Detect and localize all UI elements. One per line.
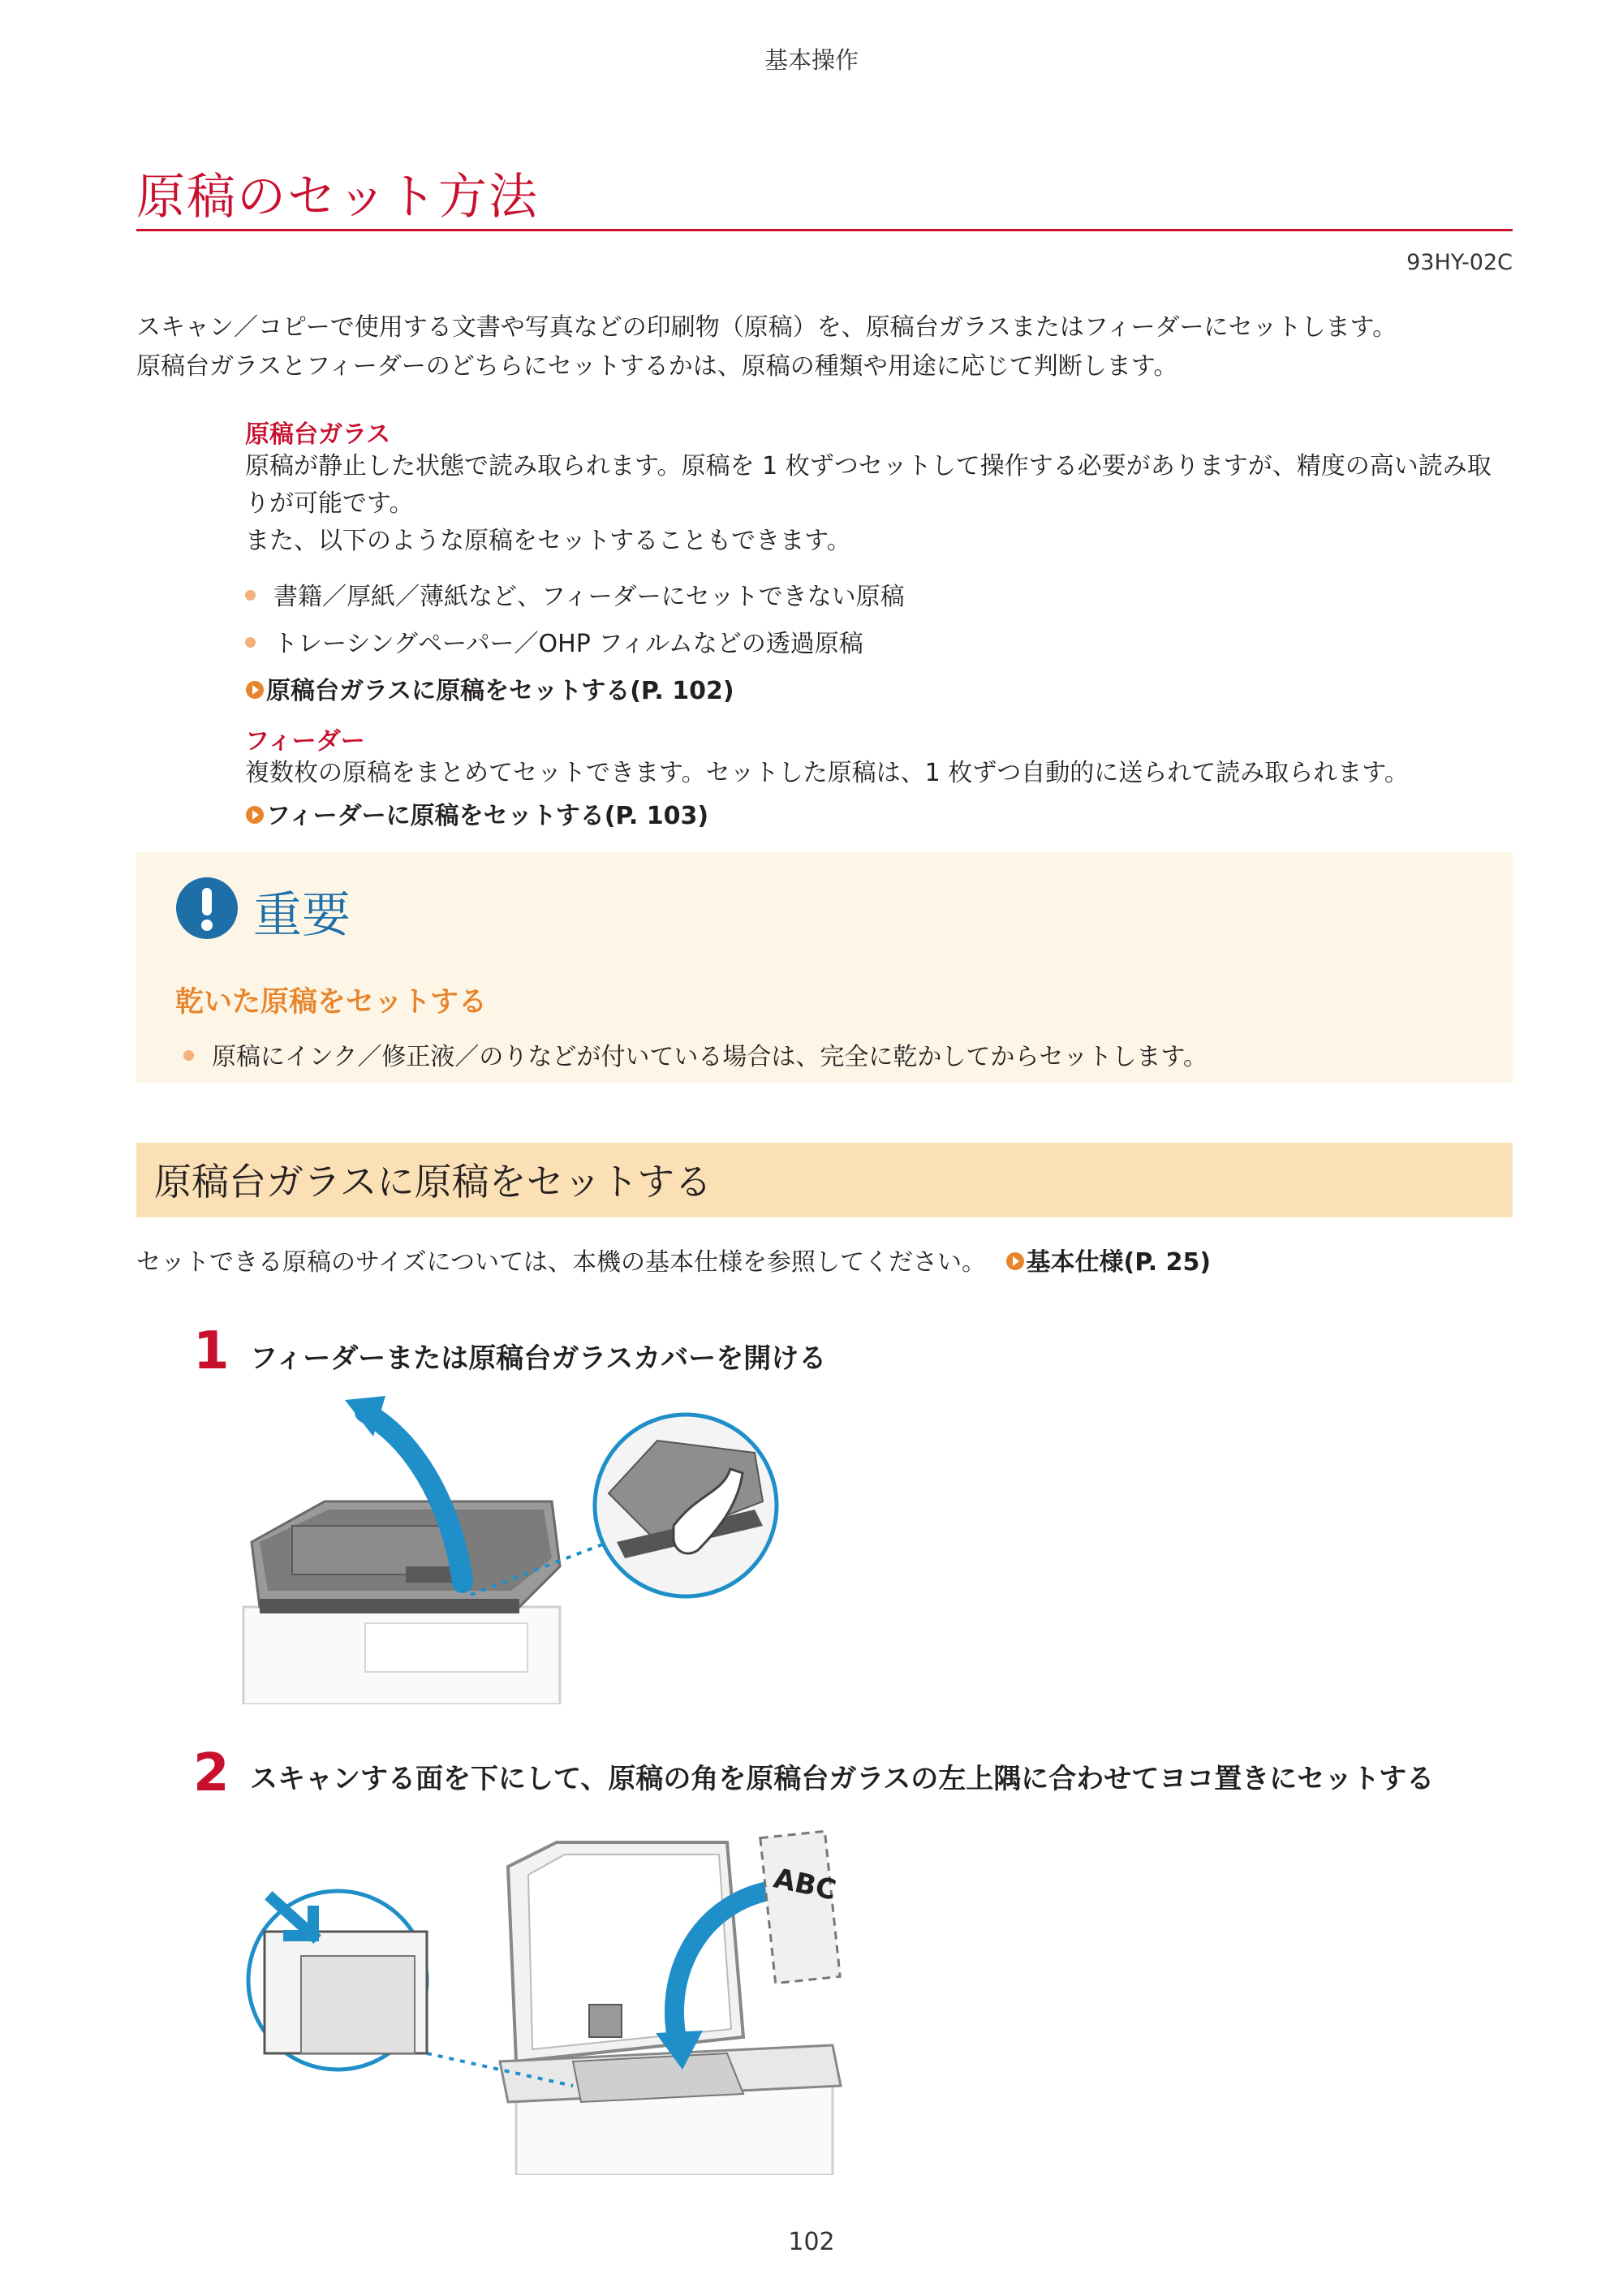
exclamation-icon: [175, 877, 239, 940]
feeder-link[interactable]: フィーダーに原稿をセットする(P. 103): [245, 795, 708, 831]
step-2-number: 2: [193, 1743, 230, 1803]
feeder-heading: フィーダー: [245, 727, 365, 756]
bullet-dot-icon: [245, 637, 256, 648]
open-feeder-illustration: [235, 1396, 787, 1704]
link-arrow-icon: [245, 680, 265, 700]
bullet-dot-icon: [183, 1050, 194, 1061]
link-arrow-icon: [1005, 1251, 1025, 1271]
spec-link[interactable]: 基本仕様(P. 25): [1005, 1248, 1212, 1277]
running-header: 基本操作: [764, 46, 859, 74]
link-arrow-icon: [245, 805, 265, 825]
glass-bullet-2: トレーシングペーパー／OHP フィルムなどの透過原稿: [245, 623, 863, 659]
page-number: 102: [788, 2228, 835, 2256]
glass-bullet-1: 書籍／厚紙／薄紙など、フィーダーにセットできない原稿: [245, 576, 905, 612]
glass-desc-line-1: 原稿が静止した状態で読み取られます。原稿を 1 枚ずつセットして操作する必要がありますが、精度の高い読み取: [245, 452, 1492, 480]
important-title: 重要: [253, 887, 351, 944]
title-rule: [136, 229, 1513, 231]
important-bullet: 原稿にインク／修正液／のりなどが付いている場合は、完全に乾かしてからセットします。: [183, 1036, 1208, 1072]
document-text: ABC: [770, 1862, 839, 1907]
step-2-text: スキャンする面を下にして、原稿の角を原稿台ガラスの左上隅に合わせてヨコ置きにセットする: [250, 1763, 1435, 1795]
section-title: 原稿台ガラスに原稿をセットする: [154, 1160, 712, 1204]
step-1-text: フィーダーまたは原稿台ガラスカバーを開ける: [250, 1342, 827, 1375]
place-document-illustration: [240, 1818, 857, 2175]
intro-line-1: スキャン／コピーで使用する文書や写真などの印刷物（原稿）を、原稿台ガラスまたはフィーダーにセットします。: [136, 313, 1397, 342]
doc-id: 93HY-02C: [1406, 250, 1513, 275]
step-1-number: 1: [193, 1321, 230, 1381]
glass-link[interactable]: 原稿台ガラスに原稿をセットする(P. 102): [245, 670, 734, 706]
intro-line-2: 原稿台ガラスとフィーダーのどちらにセットするかは、原稿の種類や用途に応じて判断します。: [136, 352, 1178, 381]
glass-desc-line-2: りが可能です。: [245, 489, 414, 518]
section-desc: セットできる原稿のサイズについては、本機の基本仕様を参照してください。 基本仕様(P. 25): [136, 1248, 1212, 1277]
page-title: 原稿のセット方法: [136, 169, 539, 226]
glass-desc-line-3: また、以下のような原稿をセットすることもできます。: [245, 527, 851, 555]
glass-heading: 原稿台ガラス: [245, 420, 391, 449]
feeder-desc: 複数枚の原稿をまとめてセットできます。セットした原稿は、1 枚ずつ自動的に送られて読み取られます。: [245, 759, 1409, 787]
bullet-dot-icon: [245, 590, 256, 601]
important-subheading: 乾いた原稿をセットする: [175, 986, 487, 1019]
